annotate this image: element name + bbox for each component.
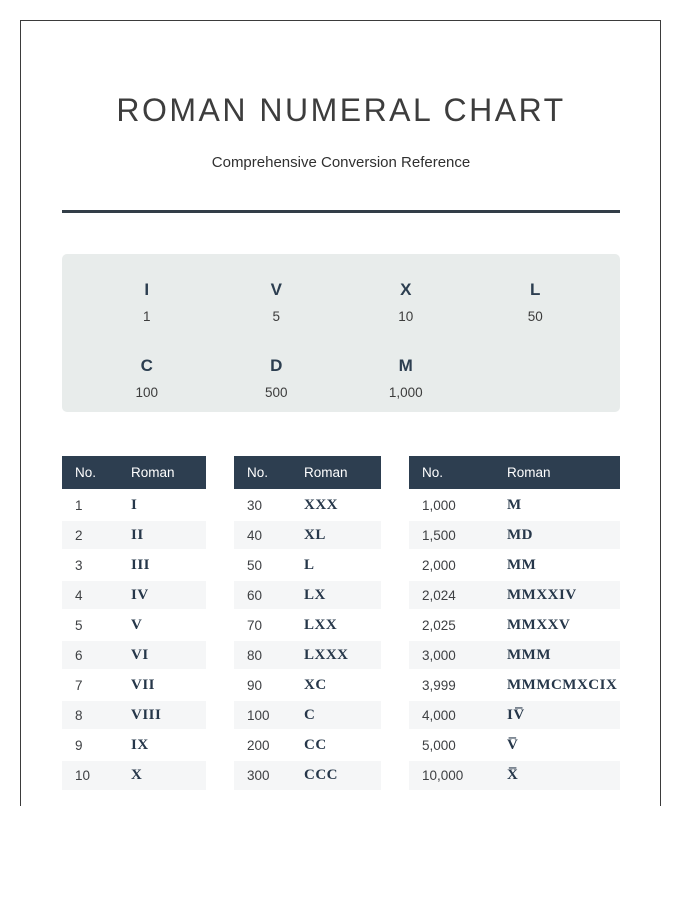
- table-row: [62, 640, 206, 670]
- number-cell: 8: [62, 700, 118, 730]
- table-row: [409, 760, 620, 790]
- number-cell: 7: [62, 670, 118, 700]
- page-subtitle: Comprehensive Conversion Reference: [211, 154, 471, 171]
- column-header-roman: Roman: [118, 456, 206, 490]
- table-row: [409, 730, 620, 760]
- conversion-table-ones: [62, 456, 206, 791]
- roman-cell: VI: [118, 640, 206, 670]
- key-item: [212, 280, 342, 337]
- conversion-table-tens: [234, 456, 381, 791]
- column-header-no: No.: [234, 456, 291, 490]
- number-cell: 70: [234, 610, 291, 640]
- roman-cell: L: [291, 550, 381, 580]
- table-row: [234, 520, 381, 550]
- key-roman: I: [144, 280, 150, 299]
- number-cell: 1: [62, 490, 118, 520]
- key-item: [82, 280, 212, 337]
- table-header-row: [409, 456, 620, 490]
- key-item: [212, 356, 342, 413]
- number-cell: 1,000: [409, 490, 494, 520]
- number-cell: 80: [234, 640, 291, 670]
- number-cell: 2: [62, 520, 118, 550]
- table-header-row: [62, 456, 206, 490]
- number-cell: 50: [234, 550, 291, 580]
- key-value: 5: [272, 309, 280, 324]
- column-header-roman: Roman: [494, 456, 620, 490]
- roman-cell: XL: [291, 520, 381, 550]
- table-row: [409, 670, 620, 700]
- number-cell: 1,500: [409, 520, 494, 550]
- number-cell: 5: [62, 610, 118, 640]
- roman-cell: V̅: [494, 730, 620, 760]
- number-cell: 4: [62, 580, 118, 610]
- roman-cell: IV: [118, 580, 206, 610]
- number-cell: 30: [234, 490, 291, 520]
- roman-cell: CCC: [291, 760, 381, 790]
- number-cell: 2,000: [409, 550, 494, 580]
- roman-cell: MMMCMXCIX: [494, 670, 620, 700]
- number-cell: 5,000: [409, 730, 494, 760]
- roman-cell: III: [118, 550, 206, 580]
- key-value: 1,000: [388, 384, 423, 400]
- roman-cell: II: [118, 520, 206, 550]
- roman-cell: MMM: [494, 640, 620, 670]
- key-item: [471, 280, 601, 337]
- key-numerals-box: [62, 254, 620, 412]
- roman-cell: CC: [291, 730, 381, 760]
- table-row: [62, 610, 206, 640]
- roman-cell: LX: [291, 580, 381, 610]
- column-header-no: No.: [62, 456, 118, 490]
- table-row: [409, 490, 620, 520]
- document-page: [20, 20, 661, 806]
- roman-cell: MMXXIV: [494, 580, 620, 610]
- number-cell: 4,000: [409, 700, 494, 730]
- number-cell: 10: [62, 760, 118, 790]
- key-item: [341, 356, 471, 413]
- table-row: [409, 580, 620, 610]
- roman-cell: MMXXV: [494, 610, 620, 640]
- column-header-roman: Roman: [291, 456, 381, 490]
- key-item: [341, 280, 471, 337]
- roman-cell: VII: [118, 670, 206, 700]
- number-cell: 3: [62, 550, 118, 580]
- column-header-no: No.: [409, 456, 494, 490]
- key-value: 100: [135, 384, 159, 400]
- roman-cell: I: [118, 490, 206, 520]
- table-row: [234, 760, 381, 790]
- number-cell: 9: [62, 730, 118, 760]
- title-divider: [62, 210, 620, 213]
- table-row: [62, 730, 206, 760]
- key-value: 500: [264, 384, 288, 400]
- roman-cell: X: [118, 760, 206, 790]
- table-row: [409, 520, 620, 550]
- conversion-tables: [62, 456, 620, 791]
- number-cell: 40: [234, 520, 291, 550]
- table-row: [234, 640, 381, 670]
- table-row: [234, 670, 381, 700]
- number-cell: 10,000: [409, 760, 494, 790]
- roman-cell: XXX: [291, 490, 381, 520]
- roman-cell: V: [118, 610, 206, 640]
- key-value: 10: [398, 309, 414, 324]
- key-roman: V: [270, 280, 282, 299]
- conversion-table-thousands: [409, 456, 620, 791]
- document-content: [62, 91, 620, 791]
- roman-cell: MD: [494, 520, 620, 550]
- roman-cell: IX: [118, 730, 206, 760]
- roman-cell: LXX: [291, 610, 381, 640]
- table-row: [62, 760, 206, 790]
- table-row: [62, 490, 206, 520]
- table-header-row: [234, 456, 381, 490]
- roman-cell: LXXX: [291, 640, 381, 670]
- table-row: [62, 670, 206, 700]
- number-cell: 6: [62, 640, 118, 670]
- number-cell: 100: [234, 700, 291, 730]
- number-cell: 3,999: [409, 670, 494, 700]
- key-value: 1: [142, 309, 151, 324]
- number-cell: 300: [234, 760, 291, 790]
- key-roman: L: [530, 280, 541, 299]
- table-row: [62, 580, 206, 610]
- roman-cell: IV̅: [494, 700, 620, 730]
- roman-cell: M: [494, 490, 620, 520]
- table-row: [234, 610, 381, 640]
- table-row: [234, 580, 381, 610]
- table-row: [409, 610, 620, 640]
- key-value: 50: [527, 309, 543, 324]
- key-roman: C: [140, 355, 153, 375]
- roman-cell: MM: [494, 550, 620, 580]
- roman-cell: X̅: [494, 760, 620, 790]
- number-cell: 90: [234, 670, 291, 700]
- table-row: [234, 550, 381, 580]
- table-row: [234, 490, 381, 520]
- table-row: [62, 550, 206, 580]
- number-cell: 2,024: [409, 580, 494, 610]
- roman-cell: XC: [291, 670, 381, 700]
- table-row: [409, 550, 620, 580]
- table-row: [62, 700, 206, 730]
- page-title: ROMAN NUMERAL CHART: [116, 92, 566, 128]
- number-cell: 60: [234, 580, 291, 610]
- number-cell: 2,025: [409, 610, 494, 640]
- table-row: [234, 700, 381, 730]
- table-row: [409, 640, 620, 670]
- roman-cell: VIII: [118, 700, 206, 730]
- key-item: [82, 356, 212, 413]
- key-roman: X: [400, 280, 412, 299]
- number-cell: 200: [234, 730, 291, 760]
- roman-cell: C: [291, 700, 381, 730]
- table-row: [409, 700, 620, 730]
- key-roman: D: [270, 355, 283, 375]
- table-row: [62, 520, 206, 550]
- table-row: [234, 730, 381, 760]
- key-roman: M: [398, 355, 413, 375]
- number-cell: 3,000: [409, 640, 494, 670]
